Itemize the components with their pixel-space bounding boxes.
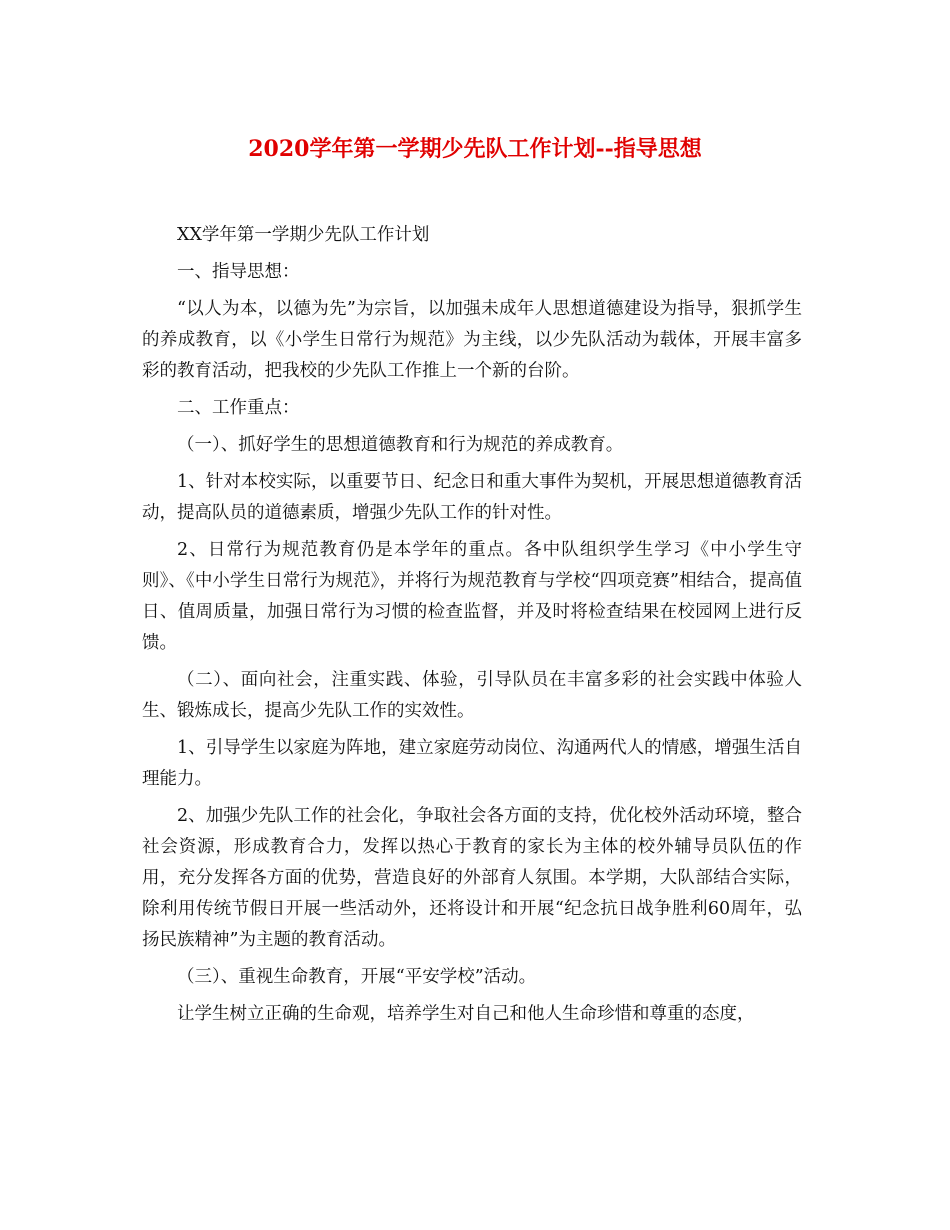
paragraph-ideology: “以人为本，以德为先”为宗旨，以加强未成年人思想道德建设为指导，狠抓学生的养成教育，以《小学生日常行为规范》为主线，以少先队活动为载体，开展丰富多彩的教育活动，把我校的少先队工作推上一个新的台阶。 — [142, 299, 802, 381]
paragraph-2-2: 2、加强少先队工作的社会化，争取社会各方面的支持，优化校外活动环境，整合社会资源，形成教育合力，发挥以热心于教育的家长为主体的校外辅导员队伍的作用，充分发挥各方面的优势，营造良好的外部育人氛围。本学期，大队部结合实际，除利用传统节假日开展一些活动外，还将设计和开展“纪念抗日战争胜利60周年，弘扬民族精神”为主题的教育活动。 — [142, 806, 802, 950]
document-body — [142, 220, 802, 1036]
paragraph-3-1: 让学生树立正确的生命观，培养学生对自己和他人生命珍惜和尊重的态度， — [177, 1004, 755, 1024]
paragraph-2-1: 1、引导学生以家庭为阵地，建立家庭劳动岗位、沟通两代人的情感，增强生活自理能力。 — [142, 738, 802, 789]
subheading-2: （二）、面向社会，注重实践、体验，引导队员在丰富多彩的社会实践中体验人生、锻炼成长，提高少先队工作的实效性。 — [142, 670, 802, 721]
heading-guiding-ideology: 一、指导思想： — [177, 262, 300, 282]
subheading-3: （三）、重视生命教育，开展“平安学校”活动。 — [177, 967, 537, 987]
heading-work-focus: 二、工作重点： — [177, 398, 300, 418]
paragraph-1-2: 2、日常行为规范教育仍是本学年的重点。各中队组织学生学习《中小学生守则》、《中小学生日常行为规范》，并将行为规范教育与学校“四项竞赛”相结合，提高值日、值周质量，加强日常行为习惯的检查监督，并及时将检查结果在校园网上进行反馈。 — [142, 540, 802, 653]
document-title: 2020学年第一学期少先队工作计划--指导思想 — [248, 136, 702, 162]
paragraph-subtitle: XX学年第一学期少先队工作计划 — [177, 225, 430, 245]
subheading-1: （一）、抓好学生的思想道德教育和行为规范的养成教育。 — [177, 435, 624, 455]
paragraph-1-1: 1、针对本校实际，以重要节日、纪念日和重大事件为契机，开展思想道德教育活动，提高队员的道德素质，增强少先队工作的针对性。 — [142, 472, 802, 523]
